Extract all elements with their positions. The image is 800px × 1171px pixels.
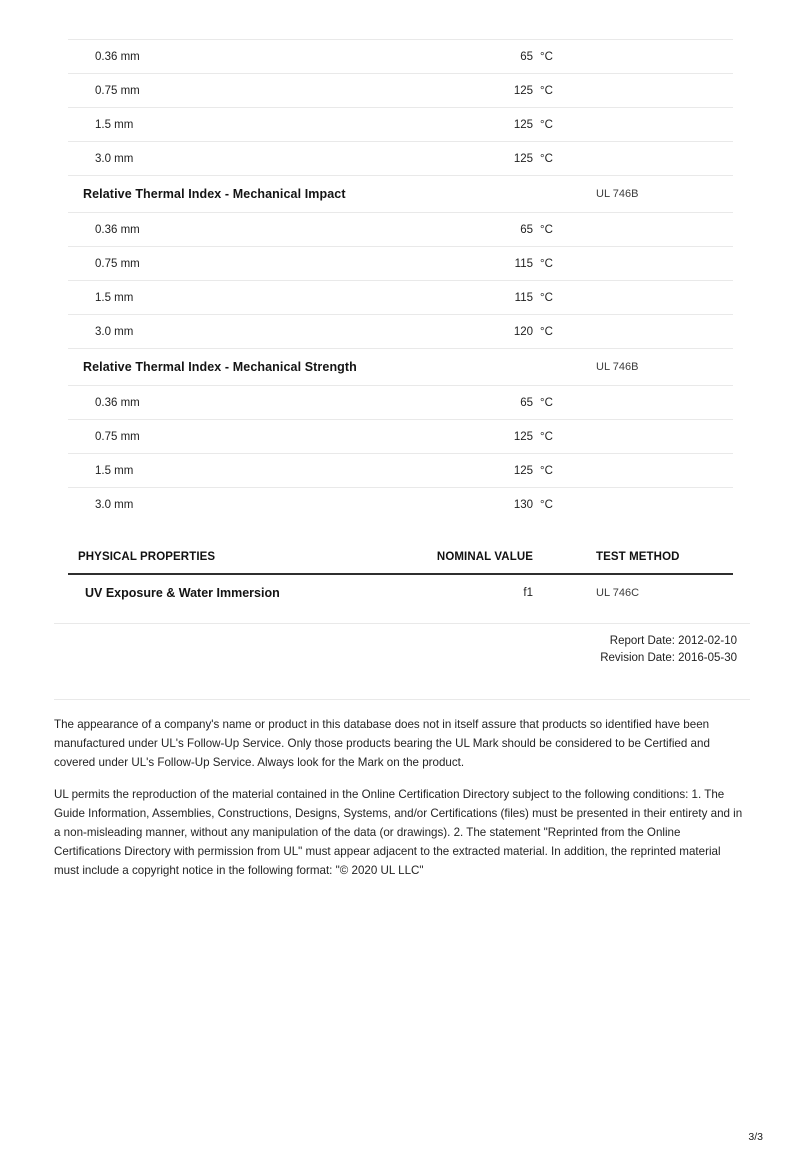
table-row	[68, 488, 733, 522]
disclaimer-paragraph: The appearance of a company's name or product in this database does not in itself assure that products so identified have been manufactured under UL's Follow-Up Service. Only those products bearing the UL Mark should be considered to be Certified and covered under UL's Follow-Up Service. Always look for the Mark on the product.	[54, 718, 710, 769]
row-label: 1.5 mm	[95, 464, 134, 477]
table-row	[68, 575, 733, 611]
table-row	[68, 213, 733, 247]
row-unit: °C	[540, 325, 553, 338]
row-label: 0.36 mm	[95, 396, 140, 409]
table-row	[68, 454, 733, 488]
row-unit: °C	[540, 118, 553, 131]
table-row	[68, 281, 733, 315]
table-row	[68, 247, 733, 281]
row-unit: °C	[540, 430, 553, 443]
document-page	[0, 39, 800, 1143]
row-value: 115	[514, 257, 533, 270]
column-header-property: PHYSICAL PROPERTIES	[78, 551, 216, 563]
table-header-row	[68, 541, 733, 575]
column-header-method: TEST METHOD	[596, 551, 680, 563]
report-date: Report Date: 2012-02-10	[609, 635, 737, 647]
table-row	[68, 40, 733, 74]
row-value: f1	[523, 587, 533, 599]
row-label: 1.5 mm	[95, 291, 134, 304]
section-divider	[54, 623, 750, 624]
row-value: 125	[513, 84, 533, 97]
row-label: 3.0 mm	[95, 325, 134, 338]
row-unit: °C	[540, 499, 553, 511]
row-unit: °C	[540, 223, 553, 236]
revision-date: Revision Date: 2016-05-30	[600, 652, 737, 664]
section-header-row	[68, 176, 733, 213]
page-number: 3/3	[748, 1131, 763, 1143]
row-label: 0.75 mm	[95, 84, 140, 97]
row-unit: °C	[540, 396, 553, 409]
section-title: Relative Thermal Index - Mechanical Impact	[83, 187, 346, 201]
physical-properties-table	[68, 541, 733, 611]
section-header-row	[68, 349, 733, 386]
row-value: 120	[513, 325, 533, 338]
row-unit: °C	[540, 50, 553, 63]
disclaimer-paragraph: UL permits the reproduction of the material contained in the Online Certification Directory subject to the following conditions: 1. The Guide Information, Assemblies, Constructions, Designs, Systems, and/or Certifications (files) must be presented in their entirety and in a non-misleading manner, without any manipulation of the data (or drawings). 2. The statement "Reprinted from the Online Certifications Directory with permission from UL" must appear adjacent to the extracted material. In addition, the reprinted material must include a copyright notice in the following format: "© 2020 UL LLC"	[54, 788, 743, 877]
row-label: 3.0 mm	[95, 499, 134, 511]
row-value: 125	[513, 464, 533, 477]
section-divider	[54, 699, 750, 700]
row-label: 0.75 mm	[95, 430, 140, 443]
row-label: UV Exposure & Water Immersion	[85, 586, 280, 600]
section-test-method: UL 746B	[596, 188, 639, 200]
table-row	[68, 108, 733, 142]
row-value: 115	[514, 291, 533, 304]
row-label: 0.36 mm	[95, 223, 140, 236]
row-unit: °C	[540, 152, 553, 165]
row-value: 130	[513, 499, 533, 511]
section-test-method: UL 746B	[596, 361, 639, 373]
table-row	[68, 74, 733, 108]
table-row	[68, 315, 733, 349]
table-row	[68, 142, 733, 176]
thermal-index-table	[68, 39, 733, 522]
row-unit: °C	[540, 84, 553, 97]
table-row	[68, 386, 733, 420]
row-unit: °C	[540, 291, 553, 304]
row-label: 0.36 mm	[95, 50, 140, 63]
report-dates	[0, 633, 737, 667]
row-label: 0.75 mm	[95, 257, 140, 270]
row-method: UL 746C	[596, 587, 640, 599]
row-value: 65	[520, 223, 533, 236]
row-value: 65	[520, 396, 533, 409]
row-unit: °C	[540, 464, 553, 477]
disclaimer-section	[54, 715, 748, 880]
row-value: 125	[513, 430, 533, 443]
row-value: 65	[520, 50, 533, 63]
row-unit: °C	[540, 257, 553, 270]
row-value: 125	[513, 118, 533, 131]
section-title: Relative Thermal Index - Mechanical Strength	[83, 360, 357, 374]
table-row	[68, 420, 733, 454]
row-value: 125	[513, 152, 533, 165]
row-label: 1.5 mm	[95, 118, 134, 131]
column-header-value: NOMINAL VALUE	[436, 551, 533, 563]
row-label: 3.0 mm	[95, 152, 134, 165]
